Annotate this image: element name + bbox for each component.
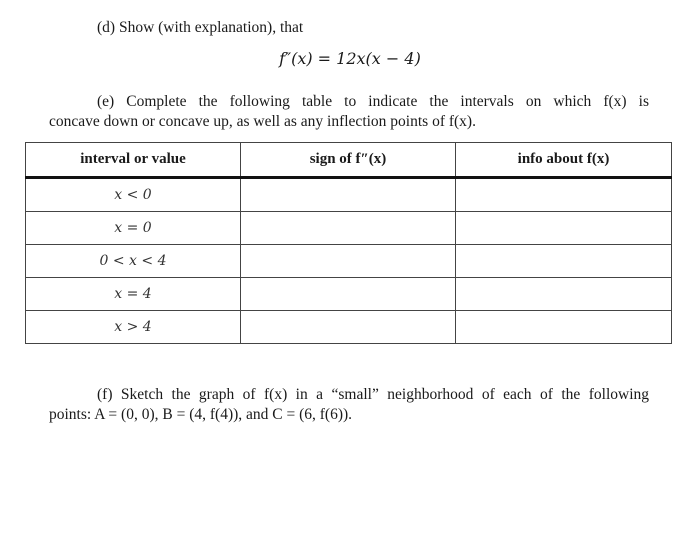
concavity-table [25,142,672,344]
table-row [26,311,672,344]
info-cell[interactable] [456,212,672,245]
table-row [26,245,672,278]
header-sign: sign of f″(x) [241,143,456,178]
sign-cell[interactable] [241,212,456,245]
sign-cell[interactable] [241,278,456,311]
interval-cell: 0 < x < 4 [26,245,241,278]
table-header-row [26,143,672,178]
interval-cell: x = 0 [26,212,241,245]
header-interval: interval or value [26,143,241,178]
interval-cell: x < 0 [26,178,241,212]
part-f-prompt-line1: (f) Sketch the graph of f(x) in a “small” neighborhood of each of the following [97,386,649,403]
info-cell[interactable] [456,178,672,212]
part-e-prompt-line1: (e) Complete the following table to indicate the intervals on which f(x) is [97,93,649,110]
sign-cell[interactable] [241,311,456,344]
info-cell[interactable] [456,278,672,311]
sign-cell[interactable] [241,178,456,212]
interval-cell: x = 4 [26,278,241,311]
part-d-prompt: (d) Show (with explanation), that [97,19,304,36]
part-f-prompt-line2: points: A = (0, 0), B = (4, f(4)), and C = (6, f(6)). [49,406,353,423]
table-row [26,212,672,245]
second-derivative-formula: f″(x) = 12x(x − 4) [279,49,421,68]
interval-cell: x > 4 [26,311,241,344]
part-e-prompt-line2: concave down or concave up, as well as any inflection points of f(x). [49,113,476,130]
info-cell[interactable] [456,311,672,344]
info-cell[interactable] [456,245,672,278]
table-row [26,178,672,212]
header-info: info about f(x) [456,143,672,178]
sign-cell[interactable] [241,245,456,278]
table-row [26,278,672,311]
